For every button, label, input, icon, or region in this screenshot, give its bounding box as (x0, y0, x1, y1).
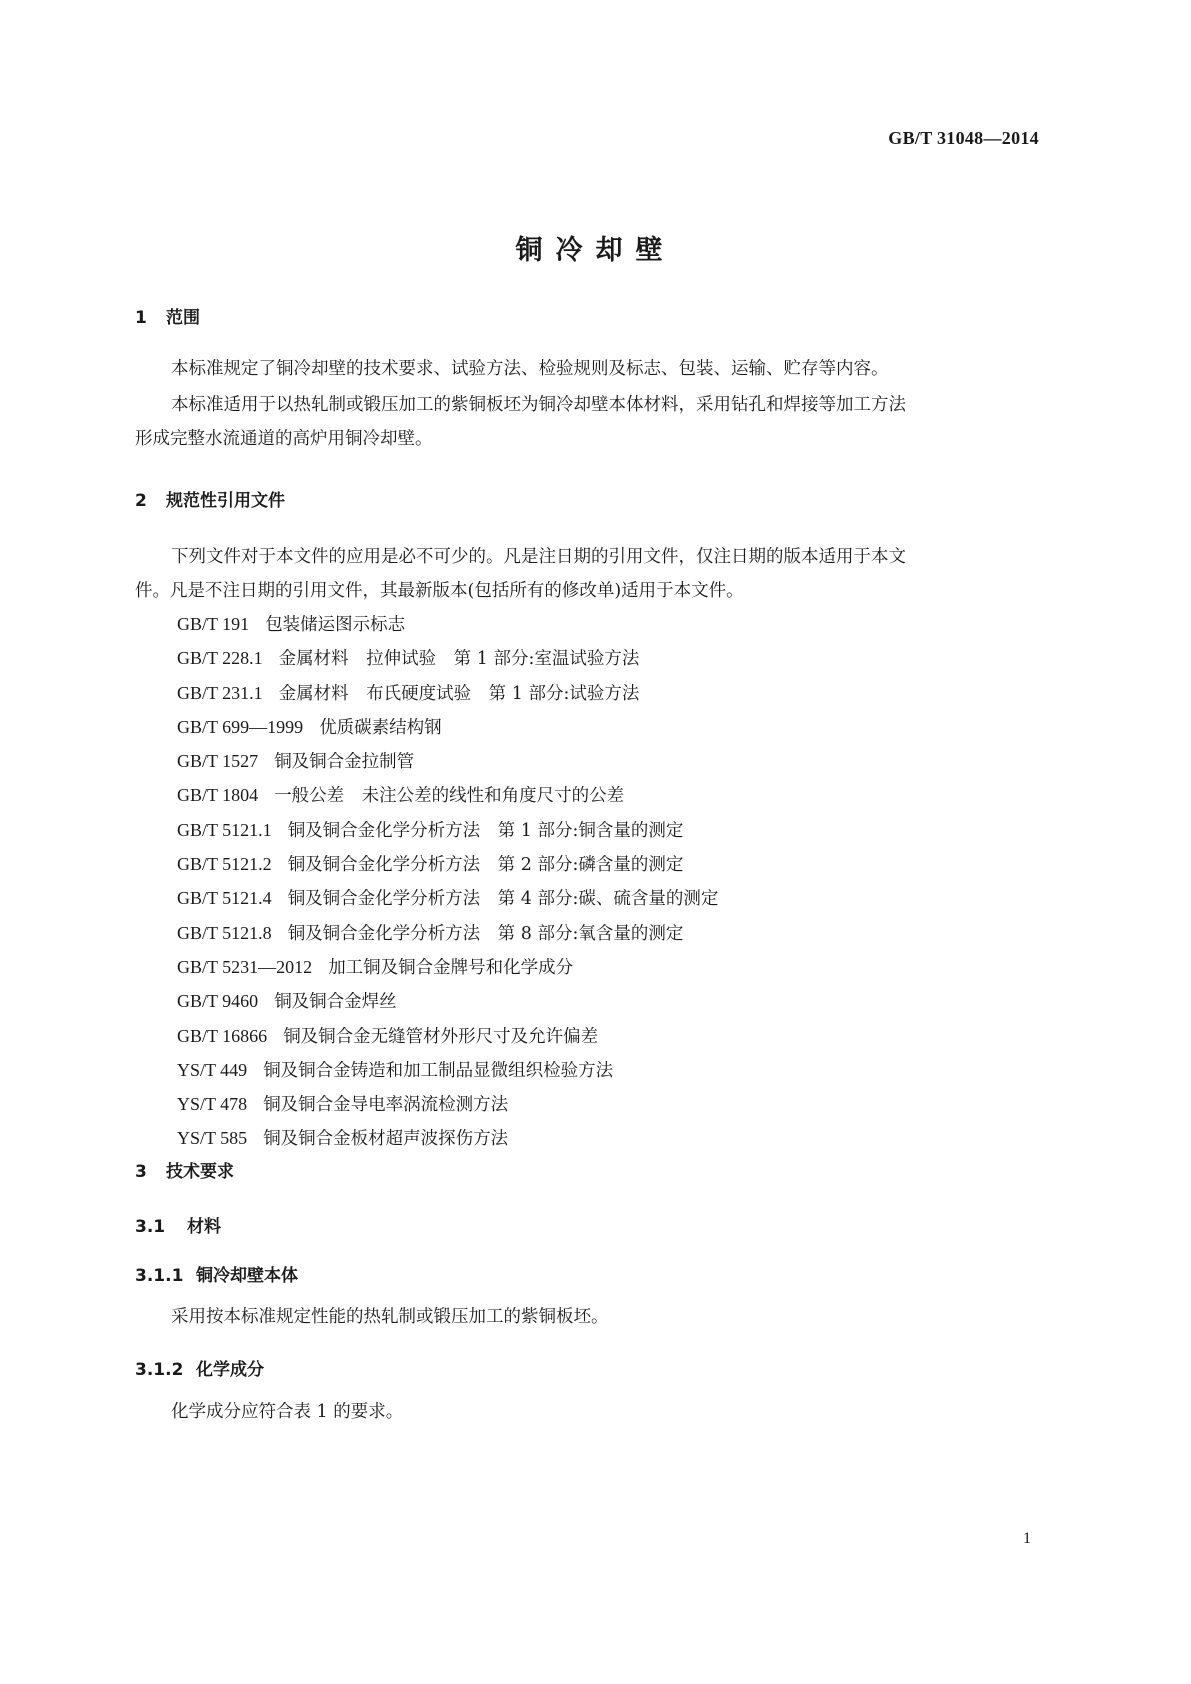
reference-item (177, 607, 718, 641)
paragraph: 化学成分应符合表 1 的要求。 (171, 1402, 404, 1422)
paragraph: 本标准规定了铜冷却壁的技术要求、试验方法、检验规则及标志、包装、运输、贮存等内容。 (171, 359, 889, 379)
reference-title: 一般公差 未注公差的线性和角度尺寸的公差 (274, 786, 625, 807)
normative-references-list (177, 614, 719, 1156)
reference-title: 金属材料 布氏硬度试验 第 1 部分:试验方法 (278, 683, 640, 704)
reference-code: GB/T 5121.8 (177, 922, 272, 943)
paragraph: 形成完整水流通道的高炉用铜冷却壁。 (135, 429, 433, 449)
standard-code: GB/T 31048—2014 (888, 128, 1039, 148)
reference-item (177, 984, 718, 1018)
reference-item (177, 1019, 718, 1053)
reference-item (177, 1087, 718, 1121)
reference-item (177, 710, 718, 744)
reference-code: GB/T 231.1 (177, 682, 263, 703)
reference-title: 金属材料 拉伸试验 第 1 部分:室温试验方法 (278, 649, 640, 670)
reference-title: 铜及铜合金无缝管材外形尺寸及允许偏差 (283, 1026, 599, 1047)
paragraph: 采用按本标准规定性能的热轧制或锻压加工的紫铜板坯。 (171, 1307, 609, 1327)
reference-item (177, 950, 718, 984)
paragraph: 件。凡是不注日期的引用文件，其最新版本(包括所有的修改单)适用于本文件。 (135, 581, 744, 601)
reference-title: 铜及铜合金铸造和加工制品显微组织检验方法 (263, 1060, 614, 1081)
reference-code: YS/T 449 (177, 1059, 248, 1080)
reference-code: GB/T 5121.1 (177, 819, 272, 840)
section-number: 3.1 (135, 1217, 166, 1237)
page-number: 1 (1023, 1530, 1031, 1547)
reference-code: GB/T 699—1999 (177, 716, 304, 737)
paragraph: 本标准适用于以热轧制或锻压加工的紫铜板坯为铜冷却壁本体材料，采用钻孔和焊接等加工方法 (171, 395, 906, 415)
reference-code: YS/T 585 (177, 1128, 248, 1149)
reference-code: GB/T 5121.4 (177, 888, 272, 909)
section-3-1-heading (135, 1212, 221, 1237)
section-3-heading (135, 1157, 234, 1182)
reference-title: 铜及铜合金焊丝 (274, 992, 397, 1013)
section-number: 3 (135, 1162, 147, 1182)
section-title: 化学成分 (196, 1360, 264, 1380)
section-1-heading (135, 303, 200, 328)
reference-code: GB/T 5121.2 (177, 854, 272, 875)
section-3-1-1-heading (135, 1261, 298, 1286)
reference-title: 铜及铜合金拉制管 (274, 752, 415, 773)
reference-title: 包装储运图示标志 (265, 615, 406, 635)
section-number: 2 (135, 491, 147, 511)
reference-code: GB/T 1527 (177, 751, 259, 772)
reference-title: 铜及铜合金导电率涡流检测方法 (263, 1095, 509, 1116)
reference-item (177, 778, 718, 812)
reference-item (177, 1121, 718, 1155)
reference-title: 优质碳素结构钢 (319, 717, 442, 738)
reference-item (177, 847, 718, 881)
reference-title: 铜及铜合金化学分析方法 第 8 部分:氧含量的测定 (287, 923, 684, 944)
section-title: 范围 (166, 308, 200, 328)
section-number: 3.1.2 (135, 1360, 184, 1380)
section-title: 材料 (187, 1217, 221, 1237)
reference-title: 铜及铜合金化学分析方法 第 2 部分:磷含量的测定 (287, 855, 684, 876)
reference-code: GB/T 1804 (177, 785, 259, 806)
reference-item (177, 744, 718, 778)
paragraph: 下列文件对于本文件的应用是必不可少的。凡是注日期的引用文件，仅注日期的版本适用于本文 (171, 547, 906, 567)
reference-code: GB/T 228.1 (177, 648, 263, 669)
reference-code: GB/T 9460 (177, 991, 259, 1012)
reference-title: 铜及铜合金板材超声波探伤方法 (263, 1129, 509, 1150)
section-title: 规范性引用文件 (166, 491, 285, 511)
reference-item (177, 813, 718, 847)
reference-item (177, 676, 718, 710)
reference-item (177, 1053, 718, 1087)
reference-item (177, 916, 718, 950)
reference-code: YS/T 478 (177, 1094, 248, 1115)
reference-code: GB/T 5231—2012 (177, 956, 313, 977)
reference-title: 加工铜及铜合金牌号和化学成分 (328, 957, 574, 978)
reference-title: 铜及铜合金化学分析方法 第 4 部分:碳、硫含量的测定 (287, 889, 719, 910)
section-title: 铜冷却壁本体 (196, 1266, 298, 1286)
reference-item (177, 881, 718, 915)
section-number: 3.1.1 (135, 1266, 184, 1286)
document-title: 铜冷却壁 (515, 235, 676, 266)
section-3-1-2-heading (135, 1355, 264, 1380)
reference-title: 铜及铜合金化学分析方法 第 1 部分:铜含量的测定 (287, 820, 684, 841)
reference-item (177, 641, 718, 675)
section-title: 技术要求 (166, 1162, 234, 1182)
reference-code: GB/T 16866 (177, 1025, 268, 1046)
section-number: 1 (135, 308, 147, 328)
section-2-heading (135, 486, 285, 511)
reference-code: GB/T 191 (177, 614, 250, 634)
